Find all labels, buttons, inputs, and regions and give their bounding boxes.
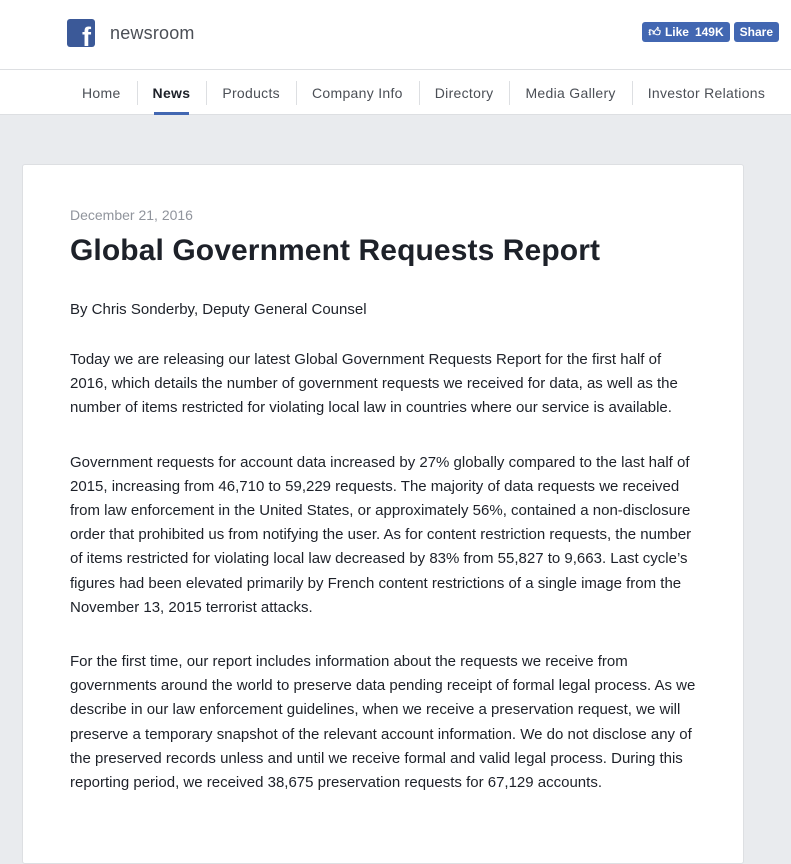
article — [70, 207, 700, 795]
logo-letter: f — [82, 22, 91, 47]
article-date: December 21, 2016 — [70, 207, 193, 223]
header — [0, 0, 791, 70]
like-button[interactable] — [642, 22, 729, 42]
nav-item-directory[interactable]: Directory — [419, 70, 510, 115]
nav-item-products[interactable]: Products — [206, 70, 296, 115]
nav-item-news[interactable]: News — [137, 70, 207, 115]
main-nav — [0, 70, 791, 115]
nav-item-company-info[interactable]: Company Info — [296, 70, 419, 115]
share-button[interactable]: Share — [734, 22, 779, 42]
like-count: 149K — [694, 25, 724, 39]
brand-name[interactable]: newsroom — [110, 22, 195, 43]
brand[interactable] — [67, 19, 195, 47]
nav-item-investor-relations[interactable]: Investor Relations — [632, 70, 781, 115]
nav-items — [66, 70, 781, 115]
article-paragraph: Government requests for account data increased by 27% globally compared to the last half of 2015, increasing from 46,710 to 59,229 requests. The majority of data requests we received from law enforcement in the United States, or approximately 56%, contained a non-disclosure order that prohibited us from notifying the user. As for content restriction requests, the number of items restricted for violating local law decreased by 83% from 55,827 to 9,663. Last cycle’s figures had been elevated primarily by French content restrictions of a single image from the November 13, 2015 terrorist attacks. — [70, 453, 692, 616]
article-paragraph: For the first time, our report includes information about the requests we receive from governments around the world to preserve data pending receipt of formal legal process. As we describe in our law enforcement guidelines, when we receive a preservation request, we will preserve a temporary snapshot of the relevant account information. We do not disclose any of the preserved records unless and until we receive formal and valid legal process. During this reporting period, we received 38,675 preservation requests for 67,129 accounts. — [70, 653, 696, 792]
article-paragraph: Today we are releasing our latest Global Government Requests Report for the first half of 2016, which details the number of government requests we received for data, as well as the number of items restricted for violating local law in countries where our service is available. — [70, 351, 678, 417]
like-label: Like — [664, 25, 689, 39]
nav-item-media-gallery[interactable]: Media Gallery — [509, 70, 631, 115]
nav-item-home[interactable]: Home — [82, 84, 121, 101]
article-card — [22, 164, 744, 864]
social-buttons — [642, 22, 779, 42]
facebook-logo-icon[interactable] — [67, 19, 95, 47]
article-byline: By Chris Sonderby, Deputy General Counsel — [70, 301, 367, 318]
article-title: Global Government Requests Report — [70, 234, 601, 267]
thumbs-up-icon: 👍︎ — [648, 24, 661, 39]
